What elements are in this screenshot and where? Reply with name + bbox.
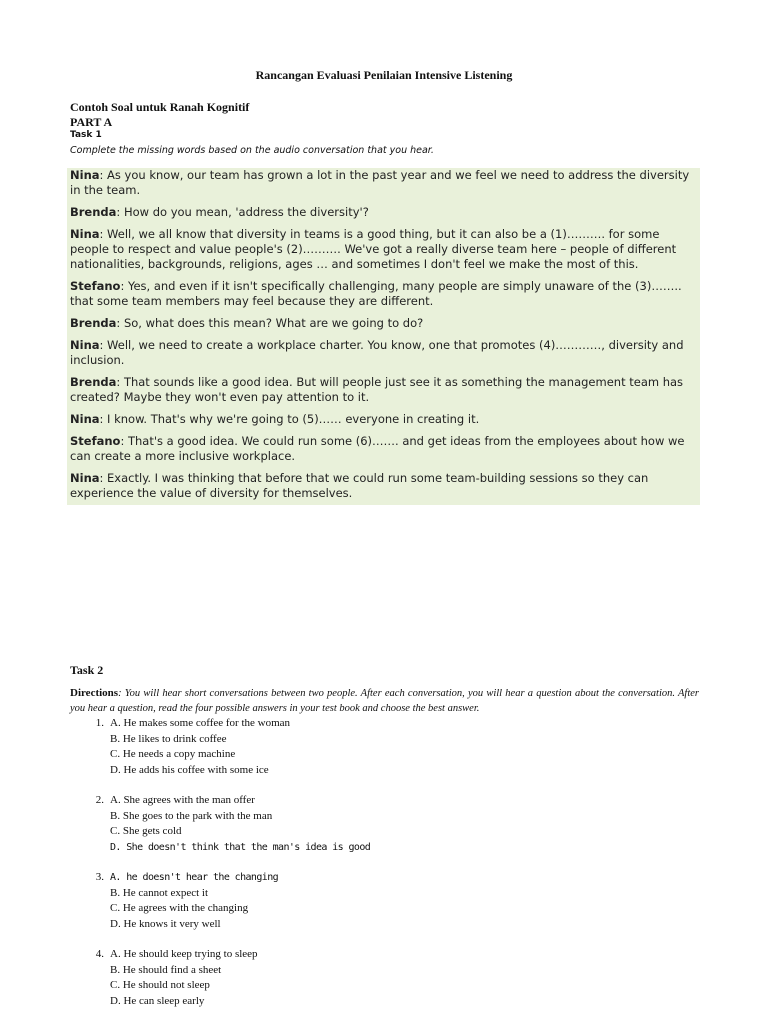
turn-text: : That sounds like a good idea. But will people just see it as something the management team has created? Maybe they won't even pay attention to it. [70, 375, 684, 404]
speaker-name: Brenda [70, 375, 117, 389]
speaker-name: Nina [70, 471, 100, 485]
option-d [70, 994, 670, 1010]
dialogue-turn [70, 471, 697, 501]
turn-text: : Well, we all know that diversity in teams is a good thing, but it can also be a (1)………. for some people to respect and value people's (2)………. We've got a really diverse team here – people of different nationalities, backgrounds, religions, ages … and sometimes I don't feel we make the most of this. [70, 227, 677, 271]
option-text: D. He knows it very well [110, 917, 221, 930]
speaker-name: Stefano [70, 434, 121, 448]
dialogue-box [67, 168, 700, 505]
dialogue-turn [70, 375, 697, 405]
question-number: 4. [95, 948, 104, 960]
option-text: D. He can sleep early [110, 994, 205, 1007]
option-b [70, 886, 670, 902]
directions-text: : You will hear short conversations between two people. After each conversation, you will hear a question about the conversation. After you hear a question, read the four possible answers in your test book and choose the best answer. [70, 688, 699, 714]
dialogue-turn [70, 227, 697, 272]
turn-text: : That's a good idea. We could run some (6)……. and get ideas from the employees about how we can create a more inclusive workplace. [70, 434, 685, 463]
task2-directions [70, 686, 699, 716]
option-text: C. He needs a copy machine [110, 748, 236, 760]
option-d [70, 917, 670, 933]
question-1 [70, 716, 670, 778]
option-text: A. He makes some coffee for the woman [110, 717, 291, 729]
speaker-name: Stefano [70, 279, 121, 293]
dialogue-turn [70, 434, 697, 464]
section-heading: Contoh Soal untuk Ranah Kognitif [70, 100, 250, 114]
dialogue-turn [70, 205, 697, 220]
dialogue-turn [70, 412, 697, 427]
option-text: A. She agrees with the man offer [110, 794, 255, 806]
dialogue-turn [70, 316, 697, 331]
option-text: A. he doesn't hear the changing [110, 872, 279, 883]
option-d [70, 763, 670, 779]
option-text: D. He adds his coffee with some ice [110, 763, 269, 776]
option-a [70, 947, 670, 963]
task1-instruction: Complete the missing words based on the audio conversation that you hear. [70, 145, 434, 156]
option-text: B. He cannot expect it [110, 886, 209, 899]
dialogue-turn [70, 279, 697, 309]
option-b [70, 963, 670, 979]
speaker-name: Nina [70, 412, 100, 426]
question-number: 2. [95, 794, 104, 806]
option-text: C. He should not sleep [110, 979, 210, 991]
turn-text: : Yes, and even if it isn't specifically challenging, many people are simply unaware of the (3)…….. that some team members may feel because they are different. [70, 279, 682, 308]
turn-text: : As you know, our team has grown a lot in the past year and we feel we need to address the diversity in the team. [70, 168, 690, 197]
option-b [70, 732, 670, 748]
option-text: B. She goes to the park with the man [110, 809, 273, 822]
speaker-name: Brenda [70, 205, 117, 219]
turn-text: : How do you mean, 'address the diversity'? [116, 205, 369, 219]
option-text: C. She gets cold [110, 825, 182, 837]
option-c [70, 747, 670, 763]
option-text: B. He likes to drink coffee [110, 732, 227, 745]
task2-label: Task 2 [70, 663, 104, 677]
dialogue-turn [70, 168, 697, 198]
turn-text: : I know. That's why we're going to (5)…… everyone in creating it. [99, 412, 480, 426]
option-c [70, 978, 670, 994]
question-2 [70, 793, 670, 855]
option-c [70, 824, 670, 840]
speaker-name: Nina [70, 338, 100, 352]
question-3 [70, 870, 670, 932]
option-text: D. She doesn't think that the man's idea is good [110, 841, 371, 853]
option-text: B. He should find a sheet [110, 963, 222, 976]
dialogue-turn [70, 338, 697, 368]
question-number: 3. [95, 871, 104, 883]
speaker-name: Nina [70, 168, 100, 182]
part-heading: PART A [70, 115, 113, 129]
speaker-name: Brenda [70, 316, 117, 330]
option-d [70, 840, 670, 856]
option-a [70, 716, 670, 732]
option-text: C. He agrees with the changing [110, 902, 249, 914]
task1-label: Task 1 [70, 130, 102, 140]
speaker-name: Nina [70, 227, 100, 241]
option-a [70, 870, 670, 886]
turn-text: : Exactly. I was thinking that before that we could run some team-building sessions so they can experience the value of diversity for themselves. [70, 471, 649, 500]
directions-label: Directions [70, 687, 119, 699]
question-number: 1. [95, 717, 104, 729]
option-b [70, 809, 670, 825]
turn-text: : So, what does this mean? What are we going to do? [116, 316, 424, 330]
option-text: A. He should keep trying to sleep [110, 948, 258, 960]
question-list [70, 716, 670, 1024]
option-a [70, 793, 670, 809]
question-4 [70, 947, 670, 1009]
option-c [70, 901, 670, 917]
document-title: Rancangan Evaluasi Penilaian Intensive Listening [255, 68, 513, 82]
turn-text: : Well, we need to create a workplace charter. You know, one that promotes (4)…………, diversity and inclusion. [70, 338, 684, 367]
